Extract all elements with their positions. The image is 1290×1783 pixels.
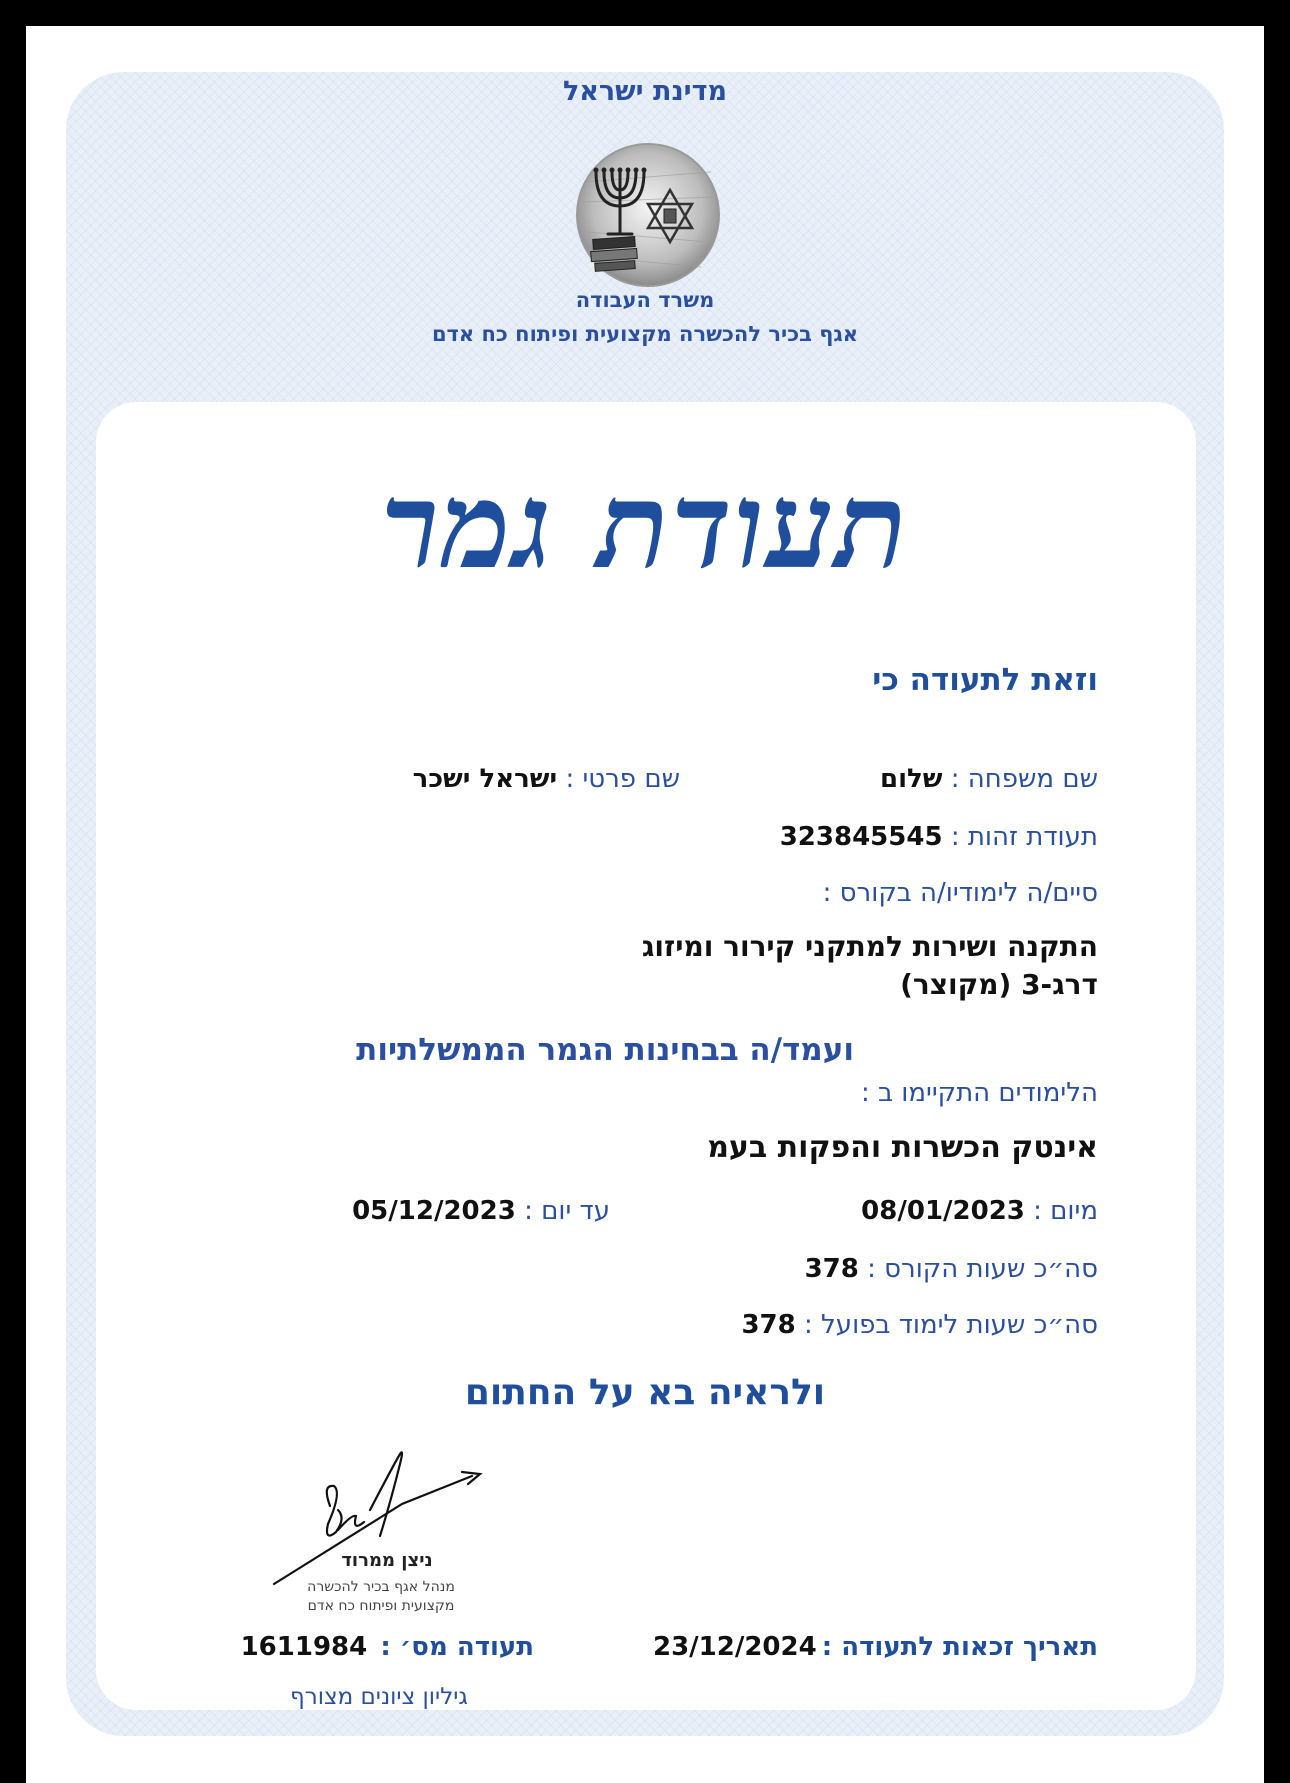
course-name-line2: דרג-3 (מקוצר) [900,968,1098,1001]
signatory-title: מנהל אגף בכיר להכשרה מקצועית ופיתוח כח אדם [307,1579,455,1614]
entitlement-date-value: 23/12/2024 [652,1632,817,1662]
state-emblem-menorah-star-icon [575,142,721,288]
intro-text: וזאת לתעודה כי [872,662,1098,698]
ministry-name: משרד העבודה [575,288,715,312]
closing-text: ולראיה בא על החתום [464,1372,826,1413]
first-name-value: ישראל ישכר [412,764,558,794]
entitlement-date-row [653,1632,1098,1662]
certificate-number-value: 1611984 [240,1632,368,1662]
from-date-row [861,1196,1098,1226]
from-date-label: מיום : [1033,1196,1098,1226]
department-name: אגף בכיר להכשרה מקצועית ופיתוח כח אדם [431,322,859,346]
id-label: תעודת זהות : [950,822,1098,852]
to-date-value: 05/12/2023 [352,1196,516,1226]
passed-exams-text: ועמד/ה בבחינות הגמר הממשלתיות [356,1032,854,1068]
first-name-label: שם פרטי : [565,764,680,794]
first-name-row [413,764,680,794]
id-row [780,822,1098,852]
entitlement-date-label: תאריך זכאות לתעודה : [821,1632,1098,1662]
certificate-page [26,26,1264,1783]
actual-hours-label: סה״כ שעות לימוד בפועל : [804,1310,1098,1340]
handwritten-signature [272,1444,492,1594]
to-date-label: עד יום : [524,1196,610,1226]
course-hours-row [805,1254,1098,1284]
actual-hours-value: 378 [741,1310,796,1340]
held-at-label: הלימודים התקיימו ב : [860,1078,1098,1108]
course-name-line1: התקנה ושירות למתקני קירור ומיזוג [641,930,1098,963]
last-name-row [880,764,1098,794]
signatory-name: ניצן ממרוד [341,1550,433,1571]
grades-sheet-note: גיליון ציונים מצורף [290,1684,468,1710]
state-title: מדינת ישראל [562,76,728,107]
course-hours-label: סה״כ שעות הקורס : [867,1254,1098,1284]
certificate-title: תעודת גמר [381,456,909,595]
from-date-value: 08/01/2023 [861,1196,1025,1226]
id-value: 323845545 [779,822,943,852]
actual-hours-row [741,1310,1098,1340]
last-name-value: שלום [879,764,943,794]
to-date-row [352,1196,610,1226]
last-name-label: שם משפחה : [950,764,1098,794]
course-hours-value: 378 [804,1254,859,1284]
certificate-number-row [241,1632,534,1662]
certificate-number-label: תעודה מס׳ : [380,1632,534,1662]
institution-name: אינטק הכשרות והפקות בעמ [707,1130,1098,1165]
completed-course-label: סיים/ה לימודיו/ה בקורס : [822,878,1098,908]
